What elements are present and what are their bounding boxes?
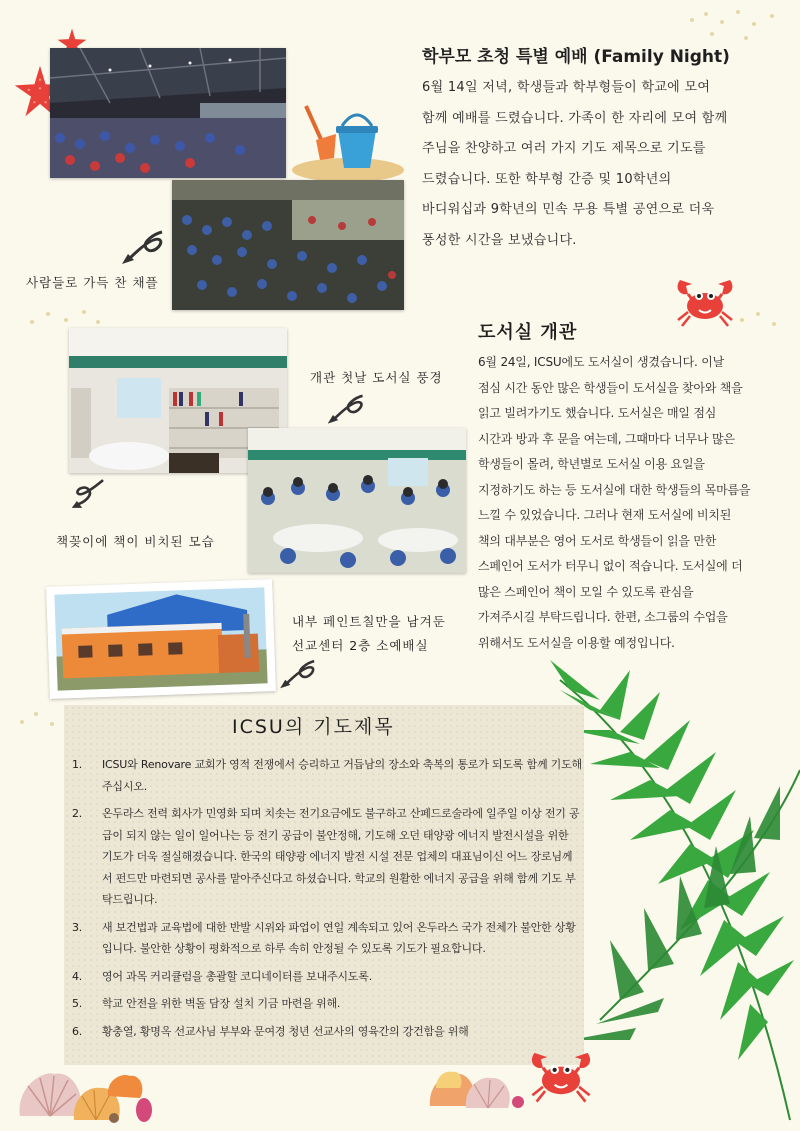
section2-line: 6월 24일, ICSU에도 도서실이 생겼습니다. 이날 xyxy=(478,355,725,369)
section2-line: 위해서도 도서실을 이용할 예정입니다. xyxy=(478,635,675,650)
section1-line: 함께 예배를 드렸습니다. 가족이 한 자리에 모여 함께 xyxy=(422,110,728,126)
sand-bucket-icon xyxy=(288,100,408,182)
prayer-item-number: 4. xyxy=(72,969,83,983)
curly-arrow-icon xyxy=(70,476,110,512)
prayer-list xyxy=(72,754,582,1048)
seashell-icon xyxy=(14,1066,154,1126)
prayer-item xyxy=(72,966,582,988)
section2-title: 도서실 개관 xyxy=(478,322,578,343)
prayer-item-number: 6. xyxy=(72,1024,83,1038)
prayer-item xyxy=(72,803,582,911)
mission-center-caption-line2: 선교센터 2층 소예배실 xyxy=(292,638,429,653)
section1-line: 주님을 찬양하고 여러 가지 기도 제목으로 기도를 xyxy=(422,141,706,156)
library-students-photo xyxy=(248,428,466,573)
prayer-item-text: 황충열, 황명옥 선교사님 부부와 문여경 청년 선교사의 영육간의 강건함을 위해 xyxy=(102,1024,469,1038)
prayer-item xyxy=(72,993,582,1015)
prayer-item xyxy=(72,917,582,960)
section1-body xyxy=(422,73,752,256)
prayer-item-number: 2. xyxy=(72,807,83,820)
mission-center-photo xyxy=(46,579,276,699)
section2-line: 가져주시길 부탁드립니다. 한편, 소그룹의 수업을 xyxy=(478,610,728,624)
section2-body xyxy=(478,350,760,656)
crab-icon xyxy=(672,270,738,328)
section2-line: 읽고 빌려가기도 했습니다. 도서실은 매일 점심 xyxy=(478,406,717,420)
prayer-item-text: 영어 과목 커리큘럼을 총괄할 코디네이터를 보내주시도록. xyxy=(102,969,373,983)
section2-line: 점심 시간 동안 많은 학생들이 도서실을 찾아와 책을 xyxy=(478,380,743,395)
curly-arrow-icon xyxy=(326,390,366,426)
prayer-item-text: ICSU와 Renovare 교회가 영적 전쟁에서 승리하고 거듭남의 장소와 축복의 통로가 되도록 함께 기도해 주십시오. xyxy=(102,758,582,793)
chapel-photo-caption: 사람들로 가득 찬 채플 xyxy=(26,275,159,290)
prayer-item xyxy=(72,1021,582,1043)
chapel-photo-crowd xyxy=(172,180,404,310)
crab-icon xyxy=(526,1040,596,1106)
prayer-item-number: 3. xyxy=(72,920,83,934)
section2-line: 책의 대부분은 영어 도서로 학생들이 읽을 만한 xyxy=(478,533,717,548)
prayer-title: ICSU의 기도제목 xyxy=(232,716,395,738)
section1-line: 6월 14일 저녁, 학생들과 학부형들이 학교에 모여 xyxy=(422,80,711,95)
section1-title: 학부모 초청 특별 예배 (Family Night) xyxy=(422,47,730,67)
section2-line: 스페인어 도서가 터무니 없이 적습니다. 도서실에 더 xyxy=(478,559,743,573)
section1-line: 바디워십과 9학년의 민속 무용 특별 공연으로 더욱 xyxy=(422,202,715,217)
section2-line: 느낄 수 있었습니다. 그러나 현재 도서실에 비치된 xyxy=(478,508,732,522)
chapel-photo-wide xyxy=(50,48,286,178)
library-shelves-caption: 책꽂이에 책이 비치된 모습 xyxy=(56,534,215,549)
prayer-item-number: 1. xyxy=(72,758,83,771)
section1-line: 드렸습니다. 또한 학부형 간증 및 10학년의 xyxy=(422,171,672,187)
section2-line: 학생들이 몰려, 학년별로 도서실 이용 요일을 xyxy=(478,457,705,471)
section2-line: 지정하기도 하는 등 도서실에 대한 학생들의 목마름을 xyxy=(478,482,751,497)
prayer-item-text: 학교 안전을 위한 벽돌 담장 설치 기금 마련을 위해. xyxy=(102,997,341,1010)
seashell-icon xyxy=(426,1066,526,1112)
prayer-item xyxy=(72,754,582,797)
section1-line: 풍성한 시간을 보냈습니다. xyxy=(422,232,577,248)
curly-arrow-icon xyxy=(120,226,166,266)
prayer-item-text: 온두라스 전력 회사가 민영화 되며 치솟는 전기요금에도 불구하고 산페드로술라에 일주일 이상 전기 공급이 되지 않는 일이 일어나는 등 전기 공급이 불안정해, 기도해 오던 태양광 에너지 발전시설을 위한 기도가 더욱 절실해졌습니다. 한국의 태양광 에너지 발전 시설 전문 업체의 대표님이신 어느 장로님께서 펀드만 마련되면 공사를 맡아주신다고 하셨습니다. 학교의 원활한 에너지 공급을 위해 함께 기도 부탁드립니다. xyxy=(102,807,580,906)
mission-center-caption-line1: 내부 페인트칠만을 남겨둔 xyxy=(292,614,446,629)
curly-arrow-icon xyxy=(278,656,318,690)
prayer-item-text: 새 보건법과 교육법에 대한 반발 시위와 파업이 연일 계속되고 있어 온두라스 국가 전체가 불안한 상황입니다. 불안한 상황이 평화적으로 하루 속히 안정될 수 있도록 기도가 필요합니다. xyxy=(102,920,576,955)
section2-line: 많은 스페인어 책이 모일 수 있도록 관심을 xyxy=(478,584,694,599)
prayer-item-number: 5. xyxy=(72,997,83,1010)
section2-line: 시간과 방과 후 문을 여는데, 그때마다 너무나 많은 xyxy=(478,431,735,446)
library-opening-caption: 개관 첫날 도서실 풍경 xyxy=(310,370,443,385)
